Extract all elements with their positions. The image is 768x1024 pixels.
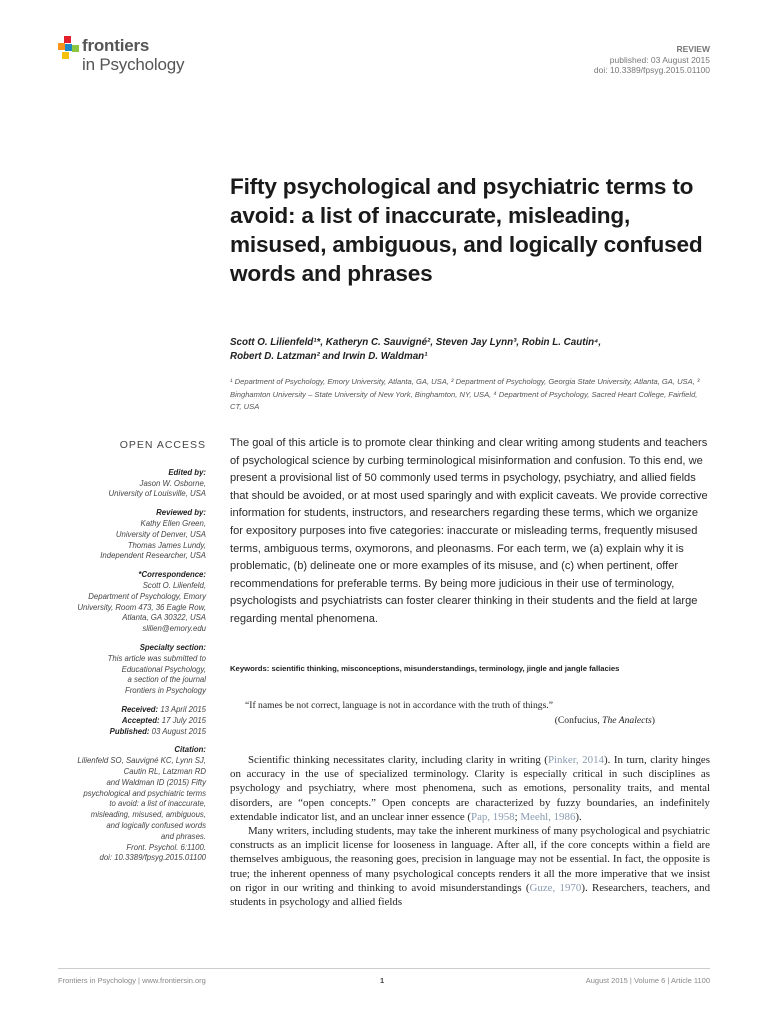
correspondence-label: *Correspondence:: [138, 570, 206, 580]
editor-line: University of Louisville, USA: [108, 489, 206, 499]
citation-link[interactable]: Guze, 1970: [529, 881, 582, 894]
citation-doi-link[interactable]: doi: 10.3389/fpsyg.2015.01100: [99, 853, 206, 863]
citation-label: Citation:: [174, 745, 206, 755]
specialty-line: This article was submitted to: [107, 653, 206, 663]
article-info-sidebar: [58, 440, 206, 864]
author-list: [230, 336, 710, 364]
reviewer-line: Thomas James Lundy,: [127, 540, 206, 550]
keywords: [230, 664, 710, 673]
journal-logo[interactable]: [58, 34, 238, 80]
specialty-section-label: Specialty section:: [139, 642, 206, 652]
author-line-1[interactable]: Scott O. Lilienfeld¹*, Katheryn C. Sauvigné², Steven Jay Lynn³, Robin L. Cautin⁴,: [230, 337, 602, 348]
correspondence-line: Scott O. Lilienfeld,: [142, 580, 206, 590]
reviewed-by-label: Reviewed by:: [156, 508, 206, 518]
doi[interactable]: doi: 10.3389/fpsyg.2015.01100: [593, 65, 710, 75]
brand-name: frontiers: [82, 36, 150, 55]
citation-line: and Waldman ID (2015) Fifty: [106, 777, 206, 787]
epigraph: [245, 698, 665, 728]
published-date-sidebar: Published: 03 August 2015: [109, 726, 206, 736]
brand-journal: in Psychology: [82, 55, 185, 74]
article-type: REVIEW: [676, 44, 710, 54]
footer-issue-info: August 2015 | Volume 6 | Article 1100: [585, 976, 710, 985]
page-number: 1: [380, 976, 385, 985]
body-text: [230, 753, 710, 909]
editor-line: Jason W. Osborne,: [139, 478, 206, 488]
published-date: published: 03 August 2015: [609, 54, 710, 65]
correspondence-line: University, Room 473, 36 Eagle Row,: [77, 602, 206, 612]
body-paragraph: Scientific thinking necessitates clarity, including clarity in writing (Pinker, 2014). In turn, clarity hinges on accuracy in the use of specialized terminology. Clarity is especially critical in such disciplines as psychology and psychiatry, where most phenomena, such as emotions, personality traits, and mental disorders, are “open concepts.” Open concepts are characterized by fuzzy boundaries, an indefinitely extendable indicator list, and an unclear inner essence (Pap, 1958; Meehl, 1986).: [230, 754, 710, 823]
citation-link[interactable]: Meehl, 1986: [520, 810, 576, 823]
affiliations: ¹ Department of Psychology, Emory University, Atlanta, GA, USA, ² Department of Psychology, Georgia State University, Atlanta, GA, USA, ³ Binghamton University – State University of New York, Binghamton, NY, USA, ⁴ Department of Psychology, Sacred Heart College, Fairfield, CT, USA: [230, 377, 700, 412]
abstract: The goal of this article is to promote clear thinking and clear writing among students and teachers of psychological science by curbing terminological misinformation and confusion. To this end, we present a provisional list of 50 commonly used terms in psychology, psychiatry, and allied fields that should be avoided, or at most used sparingly and with explicit caveats. We provide corrective information for students, instructors, and researchers regarding these terms, which we organize for expository purposes into five categories: inaccurate or misleading terms, frequently misused terms, ambiguous terms, oxymorons, and pleonasms. For each term, we (a) explain why it is problematic, (b) delineate one or more examples of its misuse, and (c) when pertinent, offer recommendations for preferable terms. By being more judicious in their use of terminology, psychologists and psychiatrists can foster clearer thinking in their students and the field at large regarding mental phenomena.: [230, 437, 708, 625]
correspondence-line: Department of Psychology, Emory: [88, 591, 206, 601]
reviewer-line: Kathy Ellen Green,: [140, 518, 206, 528]
epigraph-quote: “If names be not correct, language is not in accordance with the truth of things.”: [245, 700, 553, 711]
specialty-line: a section of the journal: [127, 675, 206, 685]
keywords-label: Keywords:: [230, 664, 270, 673]
citation-link[interactable]: Pap, 1958: [471, 810, 515, 823]
citation-line: Front. Psychol. 6:1100.: [126, 842, 206, 852]
article-title: Fifty psychological and psychiatric terms to avoid: a list of inaccurate, misleading, misused, ambiguous, and logically confused words and phrases: [230, 174, 703, 286]
keywords-list: scientific thinking, misconceptions, misunderstandings, terminology, jingle and jangle fallacies: [271, 664, 620, 673]
citation-link[interactable]: Pinker, 2014: [547, 754, 604, 766]
citation-line: and phrases.: [160, 831, 206, 841]
citation-line: psychological and psychiatric terms: [83, 788, 206, 798]
reviewer-line: University of Denver, USA: [115, 529, 206, 539]
author-line-2[interactable]: Robert D. Latzman² and Irwin D. Waldman¹: [230, 351, 428, 362]
citation-line: and logically confused words: [106, 820, 206, 830]
footer-journal-link[interactable]: Frontiers in Psychology | www.frontiersin.org: [58, 976, 206, 985]
received-date: Received: 13 April 2015: [121, 704, 206, 714]
citation-line: Cautin RL, Latzman RD: [123, 766, 206, 776]
reviewer-line: Independent Researcher, USA: [100, 551, 206, 561]
epigraph-attribution: (Confucius, The Analects): [554, 715, 655, 726]
article-meta: [594, 44, 710, 76]
open-access-label: OPEN ACCESS: [119, 439, 206, 451]
accepted-date: Accepted: 17 July 2015: [121, 715, 206, 725]
footer-divider: [58, 968, 710, 969]
specialty-line: Frontiers in Psychology: [124, 686, 206, 696]
frontiers-logo-icon: [58, 36, 80, 62]
citation-line: misleading, misused, ambiguous,: [90, 810, 206, 820]
edited-by-label: Edited by:: [168, 467, 206, 477]
correspondence-line: Atlanta, GA 30322, USA: [122, 613, 206, 623]
citation-line: Lilienfeld SO, Sauvigné KC, Lynn SJ,: [77, 756, 206, 766]
citation-line: to avoid: a list of inaccurate,: [109, 799, 206, 809]
correspondence-email-link[interactable]: slilien@emory.edu: [142, 624, 206, 634]
body-paragraph: Many writers, including students, may take the inherent murkiness of many psychological and psychiatric constructs as an implicit license for looseness in language. After all, if the core concepts within a field are themselves ambiguous, the reasoning goes, precision in language may not be essential. In fact, the opposite is true; the inherent openness of many psychological concepts renders it all the more imperative that we insist on rigor in our writing and thinking to avoid misunderstandings (Guze, 1970). Researchers, teachers, and students in psychology and allied fields: [230, 825, 711, 909]
specialty-line: Educational Psychology,: [121, 664, 206, 674]
